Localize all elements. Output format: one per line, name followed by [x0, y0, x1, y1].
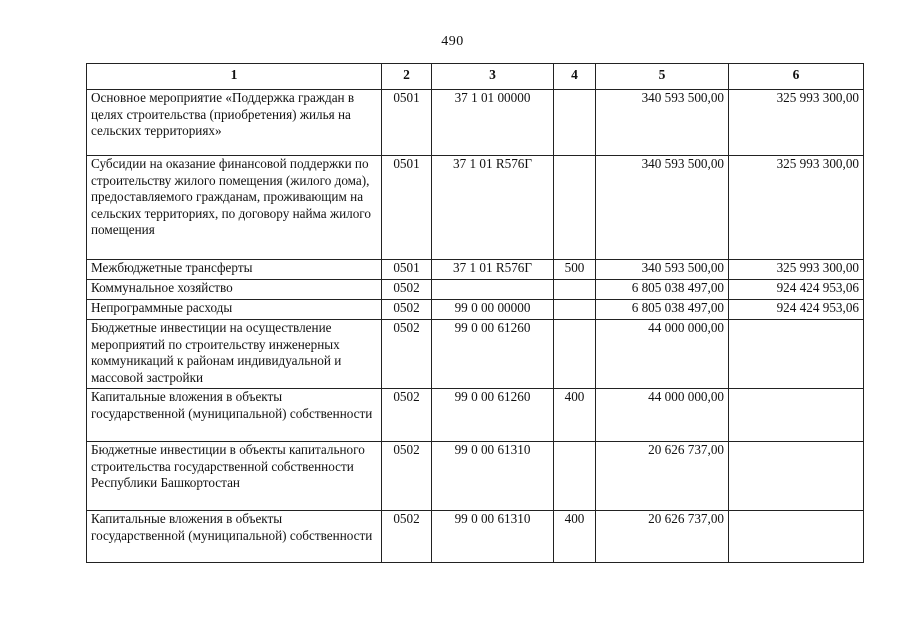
amount-col6: 325 993 300,00 [729, 260, 864, 280]
table-row [87, 320, 864, 389]
table-row [87, 156, 864, 260]
item-name: Непрограммные расходы [87, 300, 382, 320]
table-row [87, 389, 864, 442]
target-code: 99 0 00 00000 [432, 300, 554, 320]
target-code: 37 1 01 R576Г [432, 260, 554, 280]
column-header: 3 [432, 64, 554, 90]
section-code: 0502 [382, 389, 432, 442]
item-name: Капитальные вложения в объекты государственной (муниципальной) собственности [87, 511, 382, 563]
amount-col6 [729, 389, 864, 442]
amount-col5: 44 000 000,00 [596, 320, 729, 389]
target-code: 99 0 00 61260 [432, 389, 554, 442]
amount-col5: 6 805 038 497,00 [596, 300, 729, 320]
target-code: 99 0 00 61260 [432, 320, 554, 389]
table-row [87, 280, 864, 300]
section-code: 0502 [382, 300, 432, 320]
amount-col5: 340 593 500,00 [596, 90, 729, 156]
table-row [87, 300, 864, 320]
target-code: 37 1 01 00000 [432, 90, 554, 156]
expense-type [554, 90, 596, 156]
expense-type [554, 156, 596, 260]
section-code: 0501 [382, 260, 432, 280]
section-code: 0502 [382, 320, 432, 389]
amount-col6 [729, 320, 864, 389]
expense-type [554, 320, 596, 389]
item-name: Бюджетные инвестиции в объекты капитального строительства государственной собственности Республики Башкортостан [87, 442, 382, 511]
item-name: Бюджетные инвестиции на осуществление мероприятий по строительству инженерных коммуникаций к районам индивидуальной и массовой застройки [87, 320, 382, 389]
table-row [87, 511, 864, 563]
column-header: 4 [554, 64, 596, 90]
expense-type [554, 300, 596, 320]
amount-col6: 325 993 300,00 [729, 156, 864, 260]
column-header: 6 [729, 64, 864, 90]
expense-type: 400 [554, 511, 596, 563]
section-code: 0501 [382, 156, 432, 260]
amount-col6 [729, 442, 864, 511]
page-number: 490 [441, 34, 464, 49]
target-code: 99 0 00 61310 [432, 511, 554, 563]
amount-col5: 340 593 500,00 [596, 260, 729, 280]
section-code: 0502 [382, 280, 432, 300]
column-header: 2 [382, 64, 432, 90]
amount-col5: 340 593 500,00 [596, 156, 729, 260]
column-header: 1 [87, 64, 382, 90]
expense-type [554, 280, 596, 300]
amount-col6 [729, 511, 864, 563]
amount-col5: 44 000 000,00 [596, 389, 729, 442]
table-row [87, 260, 864, 280]
section-code: 0502 [382, 511, 432, 563]
table-row [87, 90, 864, 156]
item-name: Основное мероприятие «Поддержка граждан в целях строительства (приобретения) жилья на сельских территориях» [87, 90, 382, 156]
amount-col6: 924 424 953,06 [729, 300, 864, 320]
table-header-row [87, 64, 864, 90]
target-code: 37 1 01 R576Г [432, 156, 554, 260]
item-name: Коммунальное хозяйство [87, 280, 382, 300]
item-name: Субсидии на оказание финансовой поддержки по строительству жилого помещения (жилого дома), предоставляемого гражданам, проживающим на сельских территориях, по договору найма жилого помещения [87, 156, 382, 260]
table-row [87, 442, 864, 511]
amount-col5: 6 805 038 497,00 [596, 280, 729, 300]
column-header: 5 [596, 64, 729, 90]
target-code: 99 0 00 61310 [432, 442, 554, 511]
amount-col6: 325 993 300,00 [729, 90, 864, 156]
item-name: Межбюджетные трансферты [87, 260, 382, 280]
expense-type [554, 442, 596, 511]
amount-col6: 924 424 953,06 [729, 280, 864, 300]
item-name: Капитальные вложения в объекты государственной (муниципальной) собственности [87, 389, 382, 442]
expense-type: 500 [554, 260, 596, 280]
expense-type: 400 [554, 389, 596, 442]
target-code [432, 280, 554, 300]
budget-table [86, 63, 864, 563]
section-code: 0502 [382, 442, 432, 511]
amount-col5: 20 626 737,00 [596, 442, 729, 511]
section-code: 0501 [382, 90, 432, 156]
amount-col5: 20 626 737,00 [596, 511, 729, 563]
